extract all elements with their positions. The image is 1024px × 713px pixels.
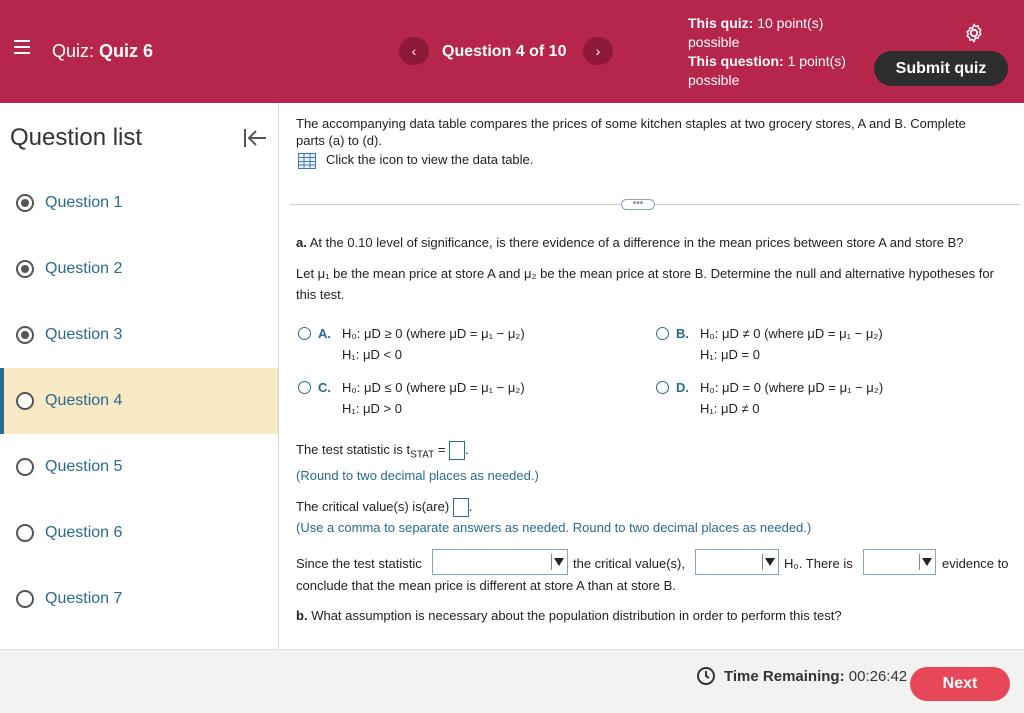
sidebar-item-question-7[interactable] xyxy=(0,566,278,632)
quiz-title xyxy=(52,41,153,62)
radio-option-a[interactable] xyxy=(298,327,311,340)
since-line2: conclude that the mean price is different at store A than at store B. xyxy=(296,578,676,593)
quiz-points-label: This quiz: xyxy=(688,15,754,31)
sidebar-item-question-2[interactable] xyxy=(0,236,278,302)
dropdown-arrow-icon xyxy=(551,554,565,570)
null-hypothesis: H₀: μD ≤ 0 (where μD = μ₁ − μ₂) xyxy=(342,380,525,395)
answered-radio-icon xyxy=(16,260,34,278)
dropdown-arrow-icon xyxy=(762,554,776,570)
sidebar-item-label: Question 7 xyxy=(45,590,123,607)
points-info xyxy=(688,14,848,90)
sidebar-item-label: Question 6 xyxy=(45,524,123,541)
part-a-label: a. xyxy=(296,235,307,250)
quiz-points-value: 10 point(s) possible xyxy=(688,15,824,50)
question-counter: Question 4 of 10 xyxy=(442,43,567,60)
test-stat-equals: = xyxy=(434,442,446,457)
option-letter: C. xyxy=(318,380,331,395)
unanswered-radio-icon xyxy=(16,458,34,476)
null-hypothesis: H₀: μD ≠ 0 (where μD = μ₁ − μ₂) xyxy=(700,326,883,341)
next-button[interactable]: Next xyxy=(910,667,1010,701)
radio-option-b[interactable] xyxy=(656,327,669,340)
alternative-hypothesis: H₁: μD > 0 xyxy=(342,401,402,416)
let-text: Let μ₁ be the mean price at store A and μ₂ be the mean price at store B. Determine the null and alternative hypotheses for this test. xyxy=(296,266,994,302)
critical-hint: (Use a comma to separate answers as needed. Round to two decimal places as needed.) xyxy=(296,520,812,535)
dropdown-arrow-icon xyxy=(919,554,933,570)
previous-question-button[interactable]: ‹ xyxy=(399,37,429,65)
clock-icon xyxy=(696,666,716,686)
sidebar-item-label: Question 3 xyxy=(45,326,123,343)
decision-dropdown[interactable] xyxy=(695,549,779,575)
answered-radio-icon xyxy=(16,194,34,212)
sidebar-title: Question list xyxy=(10,124,143,151)
null-hypothesis: H₀: μD = 0 (where μD = μ₁ − μ₂) xyxy=(700,380,884,395)
sidebar-item-question-5[interactable] xyxy=(0,434,278,500)
data-table-icon[interactable] xyxy=(298,153,316,169)
alternative-hypothesis: H₁: μD ≠ 0 xyxy=(700,401,760,416)
alternative-hypothesis: H₁: μD < 0 xyxy=(342,347,402,362)
part-b-label: b. xyxy=(296,608,308,623)
answered-radio-icon xyxy=(16,326,34,344)
question-points-label: This question: xyxy=(688,53,784,69)
sidebar-item-label: Question 2 xyxy=(45,260,123,277)
gear-icon[interactable] xyxy=(963,22,985,44)
since-suffix: evidence to xyxy=(942,556,1009,571)
time-value: 00:26:42 xyxy=(848,668,908,685)
test-stat-hint: (Round to two decimal places as needed.) xyxy=(296,468,539,483)
part-a-text: At the 0.10 level of significance, is there evidence of a difference in the mean prices between store A and store B? xyxy=(309,235,964,250)
unanswered-radio-icon xyxy=(16,524,34,542)
comparison-dropdown[interactable] xyxy=(432,549,568,575)
evidence-dropdown[interactable] xyxy=(863,549,936,575)
question-intro: The accompanying data table compares the prices of some kitchen staples at two grocery stores, A and B. Complete parts (a) to (d). xyxy=(296,116,966,148)
collapse-sidebar-icon[interactable] xyxy=(242,127,268,149)
alternative-hypothesis: H₁: μD = 0 xyxy=(700,347,760,362)
question-content xyxy=(280,103,1024,649)
option-letter: D. xyxy=(676,380,689,395)
since-h0: H₀. There is xyxy=(784,556,853,571)
radio-option-d[interactable] xyxy=(656,381,669,394)
null-hypothesis: H₀: μD ≥ 0 (where μD = μ₁ − μ₂) xyxy=(342,326,525,341)
expand-button[interactable]: ••• xyxy=(621,199,655,210)
sidebar-item-question-3[interactable] xyxy=(0,302,278,368)
question-list-sidebar xyxy=(0,103,279,649)
time-remaining xyxy=(724,668,907,685)
sidebar-item-question-1[interactable] xyxy=(0,170,278,236)
quiz-name: Quiz 6 xyxy=(99,41,154,61)
test-stat-prefix: The test statistic is t xyxy=(296,442,411,457)
test-stat-subscript: STAT xyxy=(410,449,435,461)
sidebar-item-question-6[interactable] xyxy=(0,500,278,566)
radio-option-c[interactable] xyxy=(298,381,311,394)
sidebar-item-question-4[interactable] xyxy=(0,368,278,434)
next-question-button[interactable]: › xyxy=(583,37,613,65)
unanswered-radio-icon xyxy=(16,392,34,410)
part-b-question xyxy=(296,607,1006,624)
sidebar-item-label: Question 5 xyxy=(45,458,123,475)
critical-prefix: The critical value(s) is(are) xyxy=(296,499,450,514)
quiz-prefix: Quiz: xyxy=(52,41,95,61)
menu-icon[interactable] xyxy=(14,40,30,54)
option-c[interactable] xyxy=(298,377,628,421)
sidebar-item-label: Question 4 xyxy=(45,392,123,409)
part-a-question xyxy=(296,234,1006,251)
option-d[interactable] xyxy=(656,377,986,421)
test-statistic-input[interactable] xyxy=(449,441,465,460)
since-prefix: Since the test statistic xyxy=(296,556,422,571)
option-letter: A. xyxy=(318,326,331,341)
divider xyxy=(290,204,1020,205)
critical-value-input[interactable] xyxy=(453,498,469,517)
option-letter: B. xyxy=(676,326,689,341)
unanswered-radio-icon xyxy=(16,590,34,608)
critical-value-line: The critical value(s) is(are) . xyxy=(296,498,472,517)
top-header xyxy=(0,0,1024,103)
submit-quiz-button[interactable]: Submit quiz xyxy=(874,51,1008,86)
footer-bar xyxy=(0,649,1024,713)
data-table-link[interactable]: Click the icon to view the data table. xyxy=(326,152,534,167)
option-a[interactable] xyxy=(298,323,628,367)
part-b-text: What assumption is necessary about the population distribution in order to perform this test? xyxy=(311,608,842,623)
question-points-value: 1 point(s) possible xyxy=(688,53,846,88)
test-statistic-line: The test statistic is $t_{STAT}$ = . xyxy=(296,442,469,461)
sidebar-item-label: Question 1 xyxy=(45,194,123,211)
time-label: Time Remaining: xyxy=(724,668,845,685)
since-mid: the critical value(s), xyxy=(573,556,685,571)
option-b[interactable] xyxy=(656,323,986,367)
